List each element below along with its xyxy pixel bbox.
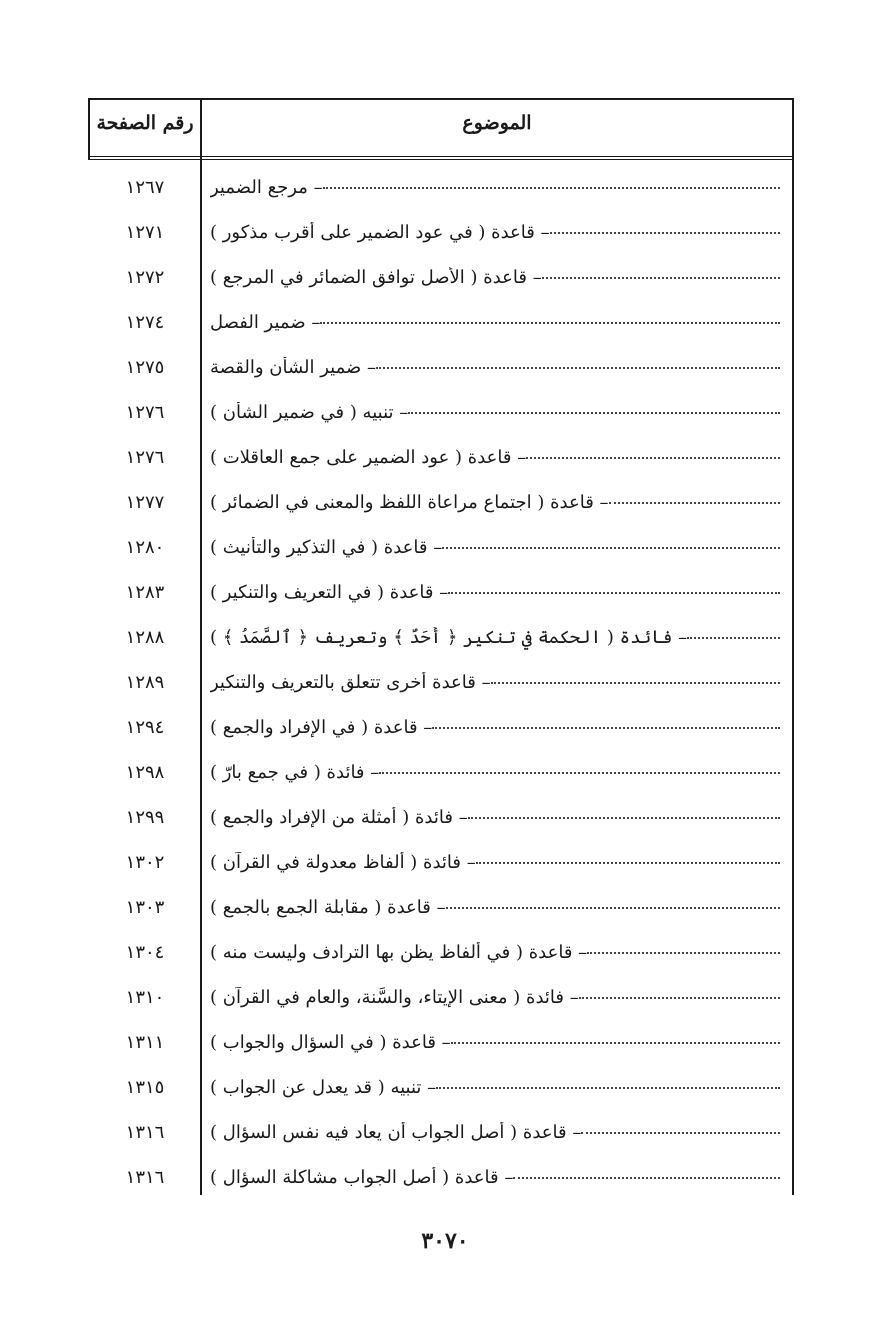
toc-row [88,398,794,443]
dot-leader [468,816,780,819]
toc-row [88,263,794,308]
toc-entry [210,1122,784,1152]
toc-row [88,668,794,713]
toc-page-number: ١٣١٦ [125,1167,165,1188]
toc-page-number: ١٢٧٧ [125,492,165,513]
toc-row [88,443,794,488]
page-number-column-header: رقم الصفحة [96,112,194,134]
dot-leader [436,1086,780,1089]
toc-entry [210,807,784,837]
toc-row [88,308,794,353]
toc-entry [210,627,784,657]
toc-row [88,1118,794,1163]
toc-entry [210,312,784,342]
toc-entry [210,852,784,882]
toc-entry-title: – قاعدة ( عود الضمير على جمع العاقلات ) [210,447,527,468]
toc-page-number: ١٣١١ [125,1032,165,1053]
toc-page-number: ١٢٩٤ [125,717,165,738]
toc-row [88,803,794,848]
toc-entry-title: – قاعدة ( أصل الجواب مشاكلة السؤال ) [210,1167,514,1188]
toc-row [88,578,794,623]
toc-entry [210,582,784,612]
toc-row [88,1163,794,1208]
toc-page-number: ١٢٩٩ [125,807,165,828]
toc-entry-title: – مرجع الضمير [210,177,323,198]
toc-entry-title: – فائدة ( الحكمة في تنكير ﴿ أَحَدٌ ﴾ وتعريف ﴿ ٱلصَّمَدُ ﴾ ) [210,627,688,648]
page-folio: ٣٠٧٠ [421,1228,469,1254]
dot-leader [320,321,780,324]
dot-leader [581,1131,780,1134]
toc-entry [210,537,784,567]
toc-entry [210,942,784,972]
dot-leader [609,501,780,504]
dot-leader [376,366,780,369]
toc-page-number: ١٣١٠ [125,987,165,1008]
toc-page-number: ١٣٠٢ [125,852,165,873]
dot-leader [442,546,780,549]
toc-entry-title: – فائدة ( معنى الإيتاء، والسَّنة، والعام في القرآن ) [210,987,579,1008]
dot-leader [323,186,780,189]
toc-entry-title: – قاعدة ( في التعريف والتنكير ) [210,582,449,603]
toc-row [88,1073,794,1118]
toc-entry [210,717,784,747]
dot-leader [432,726,780,729]
toc-page-number: ١٢٨٩ [125,672,165,693]
toc-entry-title: – قاعدة ( الأصل توافق الضمائر في المرجع ) [210,267,542,288]
toc-entry [210,987,784,1017]
toc-page-number: ١٣٠٣ [125,897,165,918]
toc-page-number: ١٢٧١ [125,222,165,243]
table-top-border [88,98,794,100]
toc-entry-title: – قاعدة ( في التذكير والتأنيث ) [210,537,443,558]
dot-leader [526,456,780,459]
dot-leader [513,1176,780,1179]
toc-row [88,983,794,1028]
toc-entry-title: – تنبيه ( في ضمير الشأن ) [210,402,409,423]
toc-entry [210,762,784,792]
toc-page-number: ١٢٨٣ [125,582,165,603]
toc-row [88,713,794,758]
toc-page-number: ١٢٧٢ [125,267,165,288]
toc-entry [210,897,784,927]
toc-page-number: ١٢٨٨ [125,627,165,648]
dot-leader [579,996,780,999]
toc-row [88,848,794,893]
toc-entry-title: – قاعدة ( في عود الضمير على أقرب مذكور ) [210,222,550,243]
dot-leader [587,951,780,954]
dot-leader [408,411,780,414]
dot-leader [542,276,780,279]
toc-entry [210,492,784,522]
toc-row [88,893,794,938]
toc-entry [210,1077,784,1107]
toc-entry-title: – قاعدة ( في ألفاظ يظن بها الترادف وليست منه ) [210,942,588,963]
toc-entry [210,222,784,252]
toc-entry-title: – قاعدة أخرى تتعلق بالتعريف والتنكير [210,672,491,693]
toc-entry-title: – فائدة ( في جمع بارّ ) [210,762,380,783]
toc-entry-title: – ضمير الشأن والقصة [210,357,377,378]
toc-entry [210,357,784,387]
toc-row [88,218,794,263]
toc-row [88,758,794,803]
toc-page-number: ١٣١٦ [125,1122,165,1143]
toc-entry [210,267,784,297]
toc-entry [210,1032,784,1062]
toc-entry-title: – فائدة ( أمثلة من الإفراد والجمع ) [210,807,468,828]
toc-entry-title: – قاعدة ( في السؤال والجواب ) [210,1032,451,1053]
toc-entry [210,1167,784,1197]
toc-page-number: ١٢٧٥ [125,357,165,378]
toc-page-number: ١٢٧٤ [125,312,165,333]
toc-page-number: ١٢٧٦ [125,447,165,468]
dot-leader [451,1041,780,1044]
toc-entry-title: – قاعدة ( أصل الجواب أن يعاد فيه نفس السؤال ) [210,1122,582,1143]
toc-entry [210,402,784,432]
toc-entry [210,672,784,702]
toc-page-number: ١٣١٥ [125,1077,165,1098]
dot-leader [379,771,780,774]
dot-leader [491,681,780,684]
toc-entry-title: – تنبيه ( قد يعدل عن الجواب ) [210,1077,437,1098]
dot-leader [687,636,780,639]
dot-leader [446,906,780,909]
dot-leader [550,231,780,234]
toc-entry-title: – فائدة ( ألفاظ معدولة في القرآن ) [210,852,476,873]
toc-entry [210,447,784,477]
toc-page-number: ١٣٠٤ [125,942,165,963]
toc-row [88,488,794,533]
dot-leader [476,861,780,864]
header-divider [88,156,794,160]
toc-row [88,173,794,218]
toc-row [88,938,794,983]
toc-row [88,623,794,668]
toc-page-number: ١٢٧٦ [125,402,165,423]
toc-page-number: ١٢٨٠ [125,537,165,558]
contents-table [88,98,794,1195]
toc-entry-title: – قاعدة ( مقابلة الجمع بالجمع ) [210,897,446,918]
toc-entry-title: – قاعدة ( في الإفراد والجمع ) [210,717,433,738]
dot-leader [448,591,780,594]
contents-rows [88,173,794,1208]
toc-row [88,1028,794,1073]
toc-entry-title: – ضمير الفصل [210,312,321,333]
topic-column-header: الموضوع [462,112,532,134]
toc-entry-title: – قاعدة ( اجتماع مراعاة اللفظ والمعنى في الضمائر ) [210,492,609,513]
toc-page-number: ١٢٦٧ [125,177,165,198]
toc-row [88,533,794,578]
toc-page-number: ١٢٩٨ [125,762,165,783]
toc-row [88,353,794,398]
toc-entry [210,177,784,207]
